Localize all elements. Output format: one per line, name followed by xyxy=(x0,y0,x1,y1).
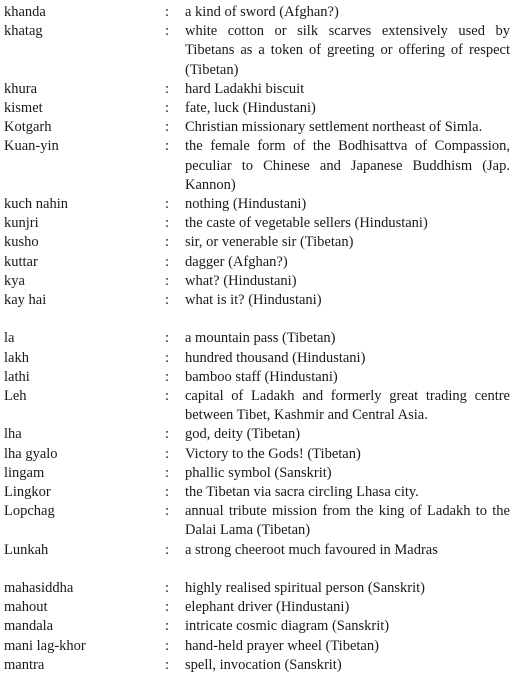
entry-definition: bamboo staff (Hindustani) xyxy=(185,368,338,385)
glossary-entry xyxy=(4,617,512,636)
glossary-entry xyxy=(4,502,512,540)
group-separator xyxy=(4,310,512,329)
entry-term: mani lag-khor xyxy=(4,637,86,654)
glossary-entry xyxy=(4,349,512,368)
entry-colon: : xyxy=(165,100,170,117)
entry-term: kusho xyxy=(4,234,39,251)
glossary-entry xyxy=(4,637,512,656)
entry-term: la xyxy=(4,330,15,347)
entry-term: lathi xyxy=(4,368,30,385)
entry-definition: what is it? (Hindustani) xyxy=(185,292,322,309)
entry-term: khatag xyxy=(4,23,43,40)
entry-definition: annual tribute mission from the king of Ladakh to the Dalai Lama (Tibetan) xyxy=(185,503,510,539)
entry-definition: capital of Ladakh and formerly great trading centre between Tibet, Kashmir and Central Asia. xyxy=(185,388,510,424)
entry-colon: : xyxy=(165,4,170,20)
entry-colon: : xyxy=(165,445,170,462)
entry-colon: : xyxy=(165,580,170,597)
glossary-entry xyxy=(4,579,512,598)
entry-colon: : xyxy=(165,503,170,520)
entry-term: kismet xyxy=(4,100,43,117)
entry-definition: Victory to the Gods! (Tibetan) xyxy=(185,445,361,462)
entry-colon: : xyxy=(165,656,170,673)
entry-term: Leh xyxy=(4,388,27,405)
entry-definition: god, deity (Tibetan) xyxy=(185,426,301,443)
entry-term: lha gyalo xyxy=(4,445,58,462)
entry-definition: a strong cheeroot much favoured in Madras xyxy=(185,541,438,558)
entry-term: Lunkah xyxy=(4,541,49,558)
entry-colon: : xyxy=(165,80,170,97)
entry-definition: elephant driver (Hindustani) xyxy=(185,599,350,616)
entry-definition: white cotton or silk scarves extensively used by Tibetans as a token of greeting or offering of respect (Tibetan) xyxy=(185,23,510,78)
glossary-entry xyxy=(4,80,512,99)
glossary-entry xyxy=(4,253,512,272)
entry-definition: what? (Hindustani) xyxy=(185,272,297,289)
entry-colon: : xyxy=(165,234,170,251)
entry-colon: : xyxy=(165,388,170,405)
glossary-entry xyxy=(4,272,512,291)
entry-colon: : xyxy=(165,426,170,443)
glossary-entry xyxy=(4,541,512,560)
entry-colon: : xyxy=(165,330,170,347)
glossary-entry xyxy=(4,598,512,617)
entry-colon: : xyxy=(165,196,170,213)
entry-definition: dagger (Afghan?) xyxy=(185,253,288,270)
entry-colon: : xyxy=(165,349,170,366)
glossary-entry xyxy=(4,387,512,425)
glossary-entry xyxy=(4,656,512,675)
entry-term: Lopchag xyxy=(4,503,55,520)
entry-definition: phallic symbol (Sanskrit) xyxy=(185,464,332,481)
entry-definition: hard Ladakhi biscuit xyxy=(185,80,305,97)
entry-colon: : xyxy=(165,253,170,270)
entry-term: mahasiddha xyxy=(4,580,74,597)
entry-term: kya xyxy=(4,272,25,289)
entry-term: kuttar xyxy=(4,253,38,270)
entry-definition: the female form of the Bodhisattva of Compassion, peculiar to Chinese and Japanese Buddhism (Jap. Kannon) xyxy=(185,138,510,193)
entry-term: Kuan-yin xyxy=(4,138,59,155)
entry-colon: : xyxy=(165,541,170,558)
entry-term: Kotgarh xyxy=(4,119,52,136)
entry-definition: the caste of vegetable sellers (Hindustani) xyxy=(185,215,428,232)
entry-colon: : xyxy=(165,464,170,481)
entry-definition: hand-held prayer wheel (Tibetan) xyxy=(185,637,379,654)
entry-term: mantra xyxy=(4,656,45,673)
entry-colon: : xyxy=(165,138,170,155)
entry-colon: : xyxy=(165,368,170,385)
glossary-entry xyxy=(4,483,512,502)
entry-definition: a mountain pass (Tibetan) xyxy=(185,330,336,347)
entry-colon: : xyxy=(165,618,170,635)
glossary-entry xyxy=(4,425,512,444)
entry-term: Lingkor xyxy=(4,484,51,501)
glossary-entry xyxy=(4,137,512,195)
entry-term: mahout xyxy=(4,599,48,616)
glossary-entry xyxy=(4,368,512,387)
entry-term: kunjri xyxy=(4,215,39,232)
glossary-entry xyxy=(4,118,512,137)
glossary-entry xyxy=(4,22,512,80)
entry-definition: intricate cosmic diagram (Sanskrit) xyxy=(185,618,390,635)
entry-term: kuch nahin xyxy=(4,196,69,213)
glossary-entry xyxy=(4,3,512,22)
entry-term: lingam xyxy=(4,464,45,481)
group-separator xyxy=(4,560,512,579)
entry-term: lakh xyxy=(4,349,29,366)
glossary-entry xyxy=(4,291,512,310)
glossary-list xyxy=(4,3,512,675)
glossary-entry xyxy=(4,445,512,464)
entry-colon: : xyxy=(165,637,170,654)
entry-term: khura xyxy=(4,80,38,97)
entry-definition: sir, or venerable sir (Tibetan) xyxy=(185,234,354,251)
entry-colon: : xyxy=(165,272,170,289)
entry-term: lha xyxy=(4,426,22,443)
entry-definition: spell, invocation (Sanskrit) xyxy=(185,656,342,673)
entry-definition: nothing (Hindustani) xyxy=(185,196,307,213)
glossary-entry xyxy=(4,233,512,252)
entry-definition: the Tibetan via sacra circling Lhasa city. xyxy=(185,484,419,501)
entry-term: kay hai xyxy=(4,292,47,309)
entry-colon: : xyxy=(165,484,170,501)
entry-term: khanda xyxy=(4,4,46,20)
glossary-entry xyxy=(4,329,512,348)
glossary-entry xyxy=(4,464,512,483)
entry-definition: a kind of sword (Afghan?) xyxy=(185,4,339,20)
entry-term: mandala xyxy=(4,618,54,635)
entry-definition: highly realised spiritual person (Sanskrit) xyxy=(185,580,426,597)
entry-colon: : xyxy=(165,23,170,40)
entry-colon: : xyxy=(165,215,170,232)
entry-definition: Christian missionary settlement northeast of Simla. xyxy=(185,119,483,136)
glossary-entry xyxy=(4,214,512,233)
entry-definition: hundred thousand (Hindustani) xyxy=(185,349,366,366)
entry-colon: : xyxy=(165,599,170,616)
glossary-entry xyxy=(4,99,512,118)
entry-colon: : xyxy=(165,292,170,309)
entry-colon: : xyxy=(165,119,170,136)
glossary-entry xyxy=(4,195,512,214)
entry-definition: fate, luck (Hindustani) xyxy=(185,100,316,117)
